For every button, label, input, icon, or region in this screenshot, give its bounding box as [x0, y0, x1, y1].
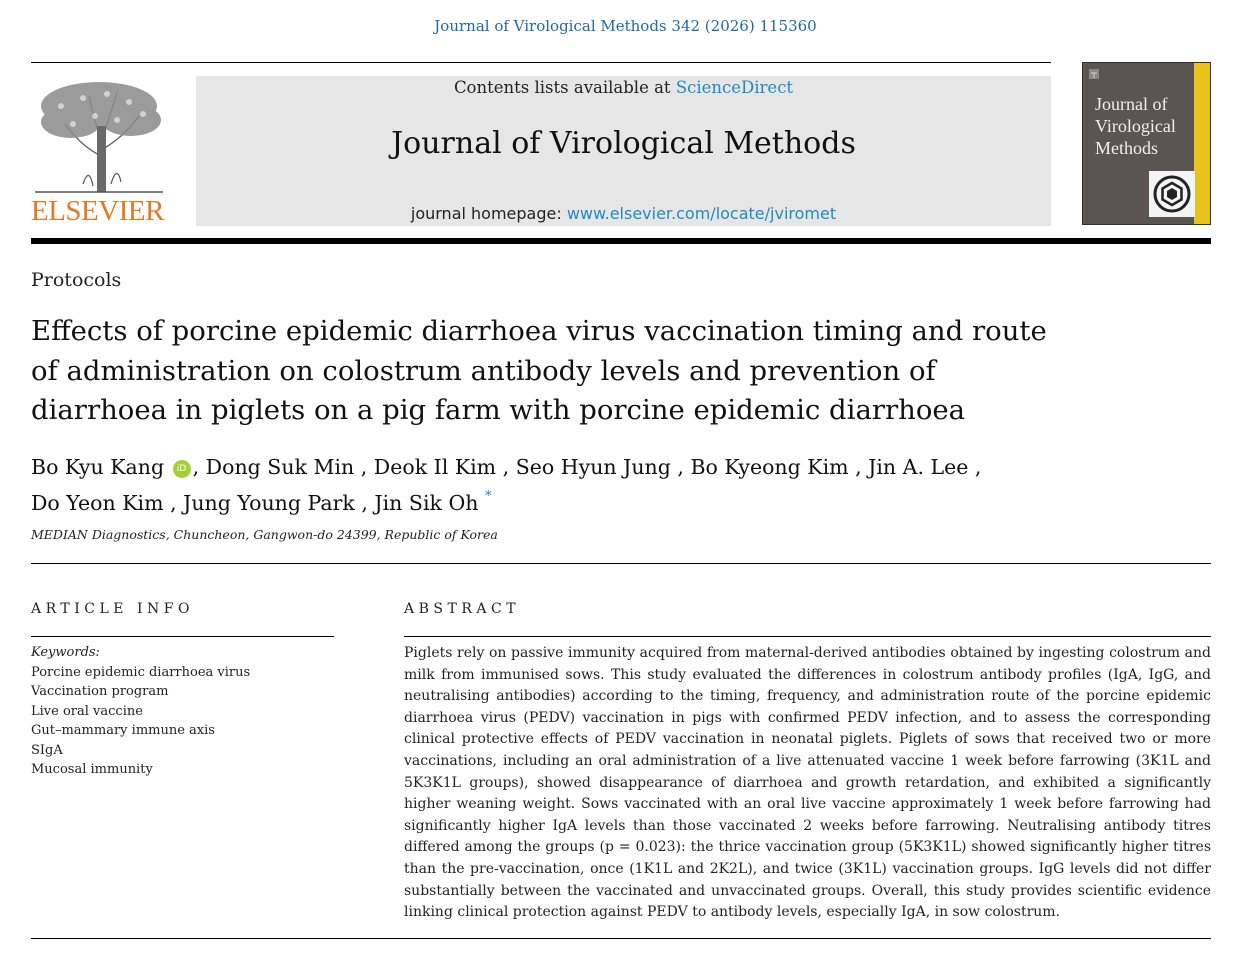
- keywords-label: Keywords:: [31, 645, 100, 660]
- author-name[interactable]: Jin A. Lee: [868, 455, 969, 479]
- author-name[interactable]: Dong Suk Min: [205, 455, 355, 479]
- orcid-icon[interactable]: iD: [173, 460, 191, 478]
- abstract-text: Piglets rely on passive immunity acquired from maternal-derived antibodies obtained by ingesting colostrum and milk from immunised sows. This study evaluated the differences in colostrum antibody profiles (IgA, IgG, and neutralising antibodies) according to the timing, frequency, and administration route of the porcine epidemic diarrhoea virus (PEDV) vaccination in pigs with confirmed PEDV infection, and to assess the corresponding clinical protective effects of PEDV vaccination in neonatal piglets. Piglets of sows that received two or more vaccinations, including an oral administration of a live attenuated vaccine 1 week before farrowing (3K1L and 5K3K1L groups), showed disappearance of diarrhoea and growth retardation, and exhibited a significantly higher weaning weight. Sows vaccinated with an oral live vaccine approximately 1 week before farrowing had significantly higher IgA levels than those vaccinated 2 weeks before farrowing. Neutralising antibody titres differed among the groups (p = 0.023): the thrice vaccination group (5K3K1L) showed significantly higher titres than the pre-vaccination, once (1K1L and 2K2L), and twice (3K1L) vaccination groups. IgG levels did not differ substantially between the vaccinated and unvaccinated groups. Overall, this study provides scientific evidence linking clinical protection against PEDV to antibody levels, especially IgA, in sow colostrum.: [404, 645, 1211, 921]
- author-name[interactable]: Bo Kyeong Kim: [690, 455, 849, 479]
- abstract-divider: [404, 636, 1211, 637]
- article-title: Effects of porcine epidemic diarrhoea virus vaccination timing and route of administration on colostrum antibody levels and prevention of diarrhoea in piglets on a pig farm with porcine epidemic diarrhoea: [31, 315, 1047, 426]
- author-name[interactable]: Deok Il Kim: [373, 455, 497, 479]
- author-name[interactable]: Seo Hyun Jung: [515, 455, 671, 479]
- article-category: Protocols: [31, 269, 122, 291]
- header-thick-divider: [31, 238, 1211, 244]
- homepage-prefix: journal homepage:: [410, 204, 567, 223]
- section-divider: [31, 563, 1211, 564]
- keyword-item: Vaccination program: [31, 684, 169, 699]
- cover-accent-stripe: [1194, 63, 1210, 224]
- keyword-item: SIgA: [31, 742, 63, 758]
- corresponding-author-mark[interactable]: *: [484, 489, 492, 504]
- cover-title-line: Virological: [1095, 116, 1176, 136]
- cover-title-line: Methods: [1095, 138, 1158, 158]
- journal-name: Journal of Virological Methods: [391, 126, 856, 161]
- header-divider: [31, 62, 1051, 63]
- journal-homepage-link[interactable]: www.elsevier.com/locate/jviromet: [566, 204, 837, 223]
- journal-banner: [196, 76, 1051, 226]
- hexagon-virus-icon: [1149, 171, 1195, 217]
- elsevier-logo[interactable]: [31, 76, 167, 228]
- cover-title-line: Journal of: [1095, 94, 1168, 114]
- cover-emblem: [1149, 171, 1195, 217]
- publisher-wordmark: ELSEVIER: [31, 195, 164, 227]
- keyword-item: Gut–mammary immune axis: [31, 723, 215, 738]
- tree-illustration-icon: [31, 76, 167, 194]
- affiliation: MEDIAN Diagnostics, Chuncheon, Gangwon-do 24399, Republic of Korea: [31, 527, 498, 542]
- homepage-line: [196, 204, 1051, 223]
- contents-prefix: Contents lists available at: [453, 78, 676, 97]
- keyword-item: Porcine epidemic diarrhoea virus: [31, 664, 251, 680]
- footer-divider: [31, 938, 1211, 939]
- journal-cover[interactable]: [1082, 62, 1211, 225]
- author-list: Bo Kyu Kang iD , Dong Suk Min , Deok Il Kim , Seo Hyun Jung , Bo Kyeong Kim , Jin A. Lee , Do Yeon Kim , Jung Young Park , Jin Sik Oh *: [31, 455, 982, 515]
- contents-line: [196, 78, 1051, 97]
- keywords-block: [31, 643, 334, 780]
- keyword-item: Mucosal immunity: [31, 762, 153, 777]
- author-name[interactable]: Jin Sik Oh: [374, 491, 479, 515]
- article-info-heading: ARTICLE INFO: [31, 601, 194, 617]
- author-name[interactable]: Jung Young Park: [183, 491, 355, 515]
- keyword-item: Live oral vaccine: [31, 703, 143, 719]
- abstract-heading: ABSTRACT: [404, 601, 521, 617]
- cover-title: [1095, 93, 1191, 159]
- journal-citation[interactable]: Journal of Virological Methods 342 (2026) 115360: [434, 17, 817, 35]
- publisher-mini-logo-icon: [1089, 69, 1099, 79]
- sciencedirect-link[interactable]: ScienceDirect: [675, 78, 794, 97]
- article-info-divider: [31, 636, 334, 637]
- author-name[interactable]: Bo Kyu Kang: [31, 455, 165, 479]
- author-name[interactable]: Do Yeon Kim: [31, 491, 164, 515]
